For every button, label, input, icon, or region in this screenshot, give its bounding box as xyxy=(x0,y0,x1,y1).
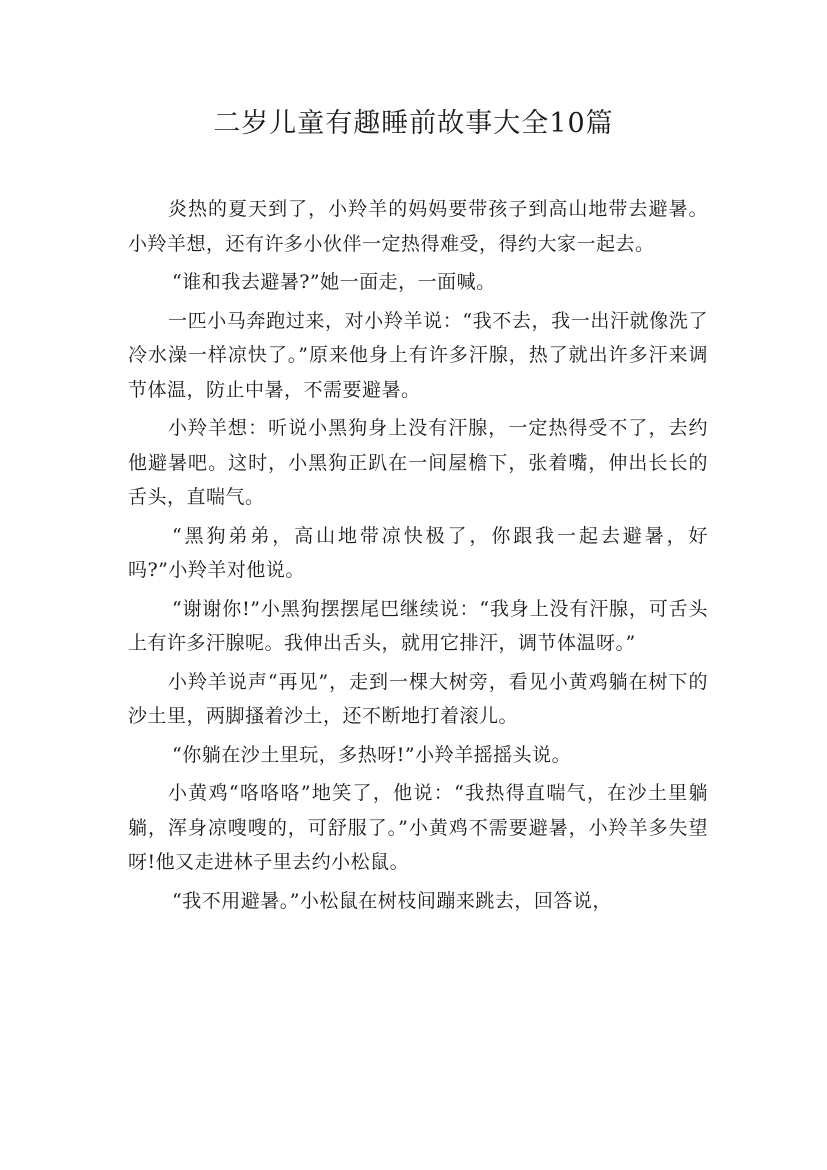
document-title: 二岁儿童有趣睡前故事大全10篇 xyxy=(213,108,614,139)
paragraph: 炎热的夏天到了，小羚羊的妈妈要带孩子到高山地带去避暑。小羚羊想，还有许多小伙伴一定热得难受，得约大家一起去。 xyxy=(128,198,708,255)
paragraph: “谁和我去避暑?”她一面走，一面喊。 xyxy=(172,271,496,293)
paragraph: 小羚羊想：听说小黑狗身上没有汗腺，一定热得受不了，去约他避暑吧。这时，小黑狗正趴在一间屋檐下，张着嘴，伸出长长的舌头，直喘气。 xyxy=(128,417,708,508)
story-body xyxy=(128,192,708,922)
paragraph: 小黄鸡“咯咯咯”地笑了，他说：“我热得直喘气，在沙土里躺躺，浑身凉嗖嗖的，可舒服了。”小黄鸡不需要避暑，小羚羊多失望呀!他又走进林子里去约小松鼠。 xyxy=(128,782,708,873)
paragraph: “黑狗弟弟，高山地带凉快极了，你跟我一起去避暑，好吗?”小羚羊对他说。 xyxy=(128,524,708,581)
paragraph: 小羚羊说声“再见”，走到一棵大树旁，看见小黄鸡躺在树下的沙土里，两脚搔着沙土，还不断地打着滚儿。 xyxy=(128,670,708,727)
paragraph: “谢谢你!”小黑狗摆摆尾巴继续说：“我身上没有汗腺，可舌头上有许多汗腺呢。我伸出舌头，就用它排汗，调节体温呀。” xyxy=(128,597,708,654)
paragraph: “你躺在沙土里玩，多热呀!”小羚羊摇摇头说。 xyxy=(172,743,572,766)
paragraph: “我不用避暑。”小松鼠在树枝间蹦来跳去，回答说， xyxy=(172,889,612,912)
paragraph: 一匹小马奔跑过来，对小羚羊说：“我不去，我一出汗就像洗了冷水澡一样凉快了。”原来他身上有许多汗腺，热了就出许多汗来调节体温，防止中暑，不需要避暑。 xyxy=(128,309,708,401)
